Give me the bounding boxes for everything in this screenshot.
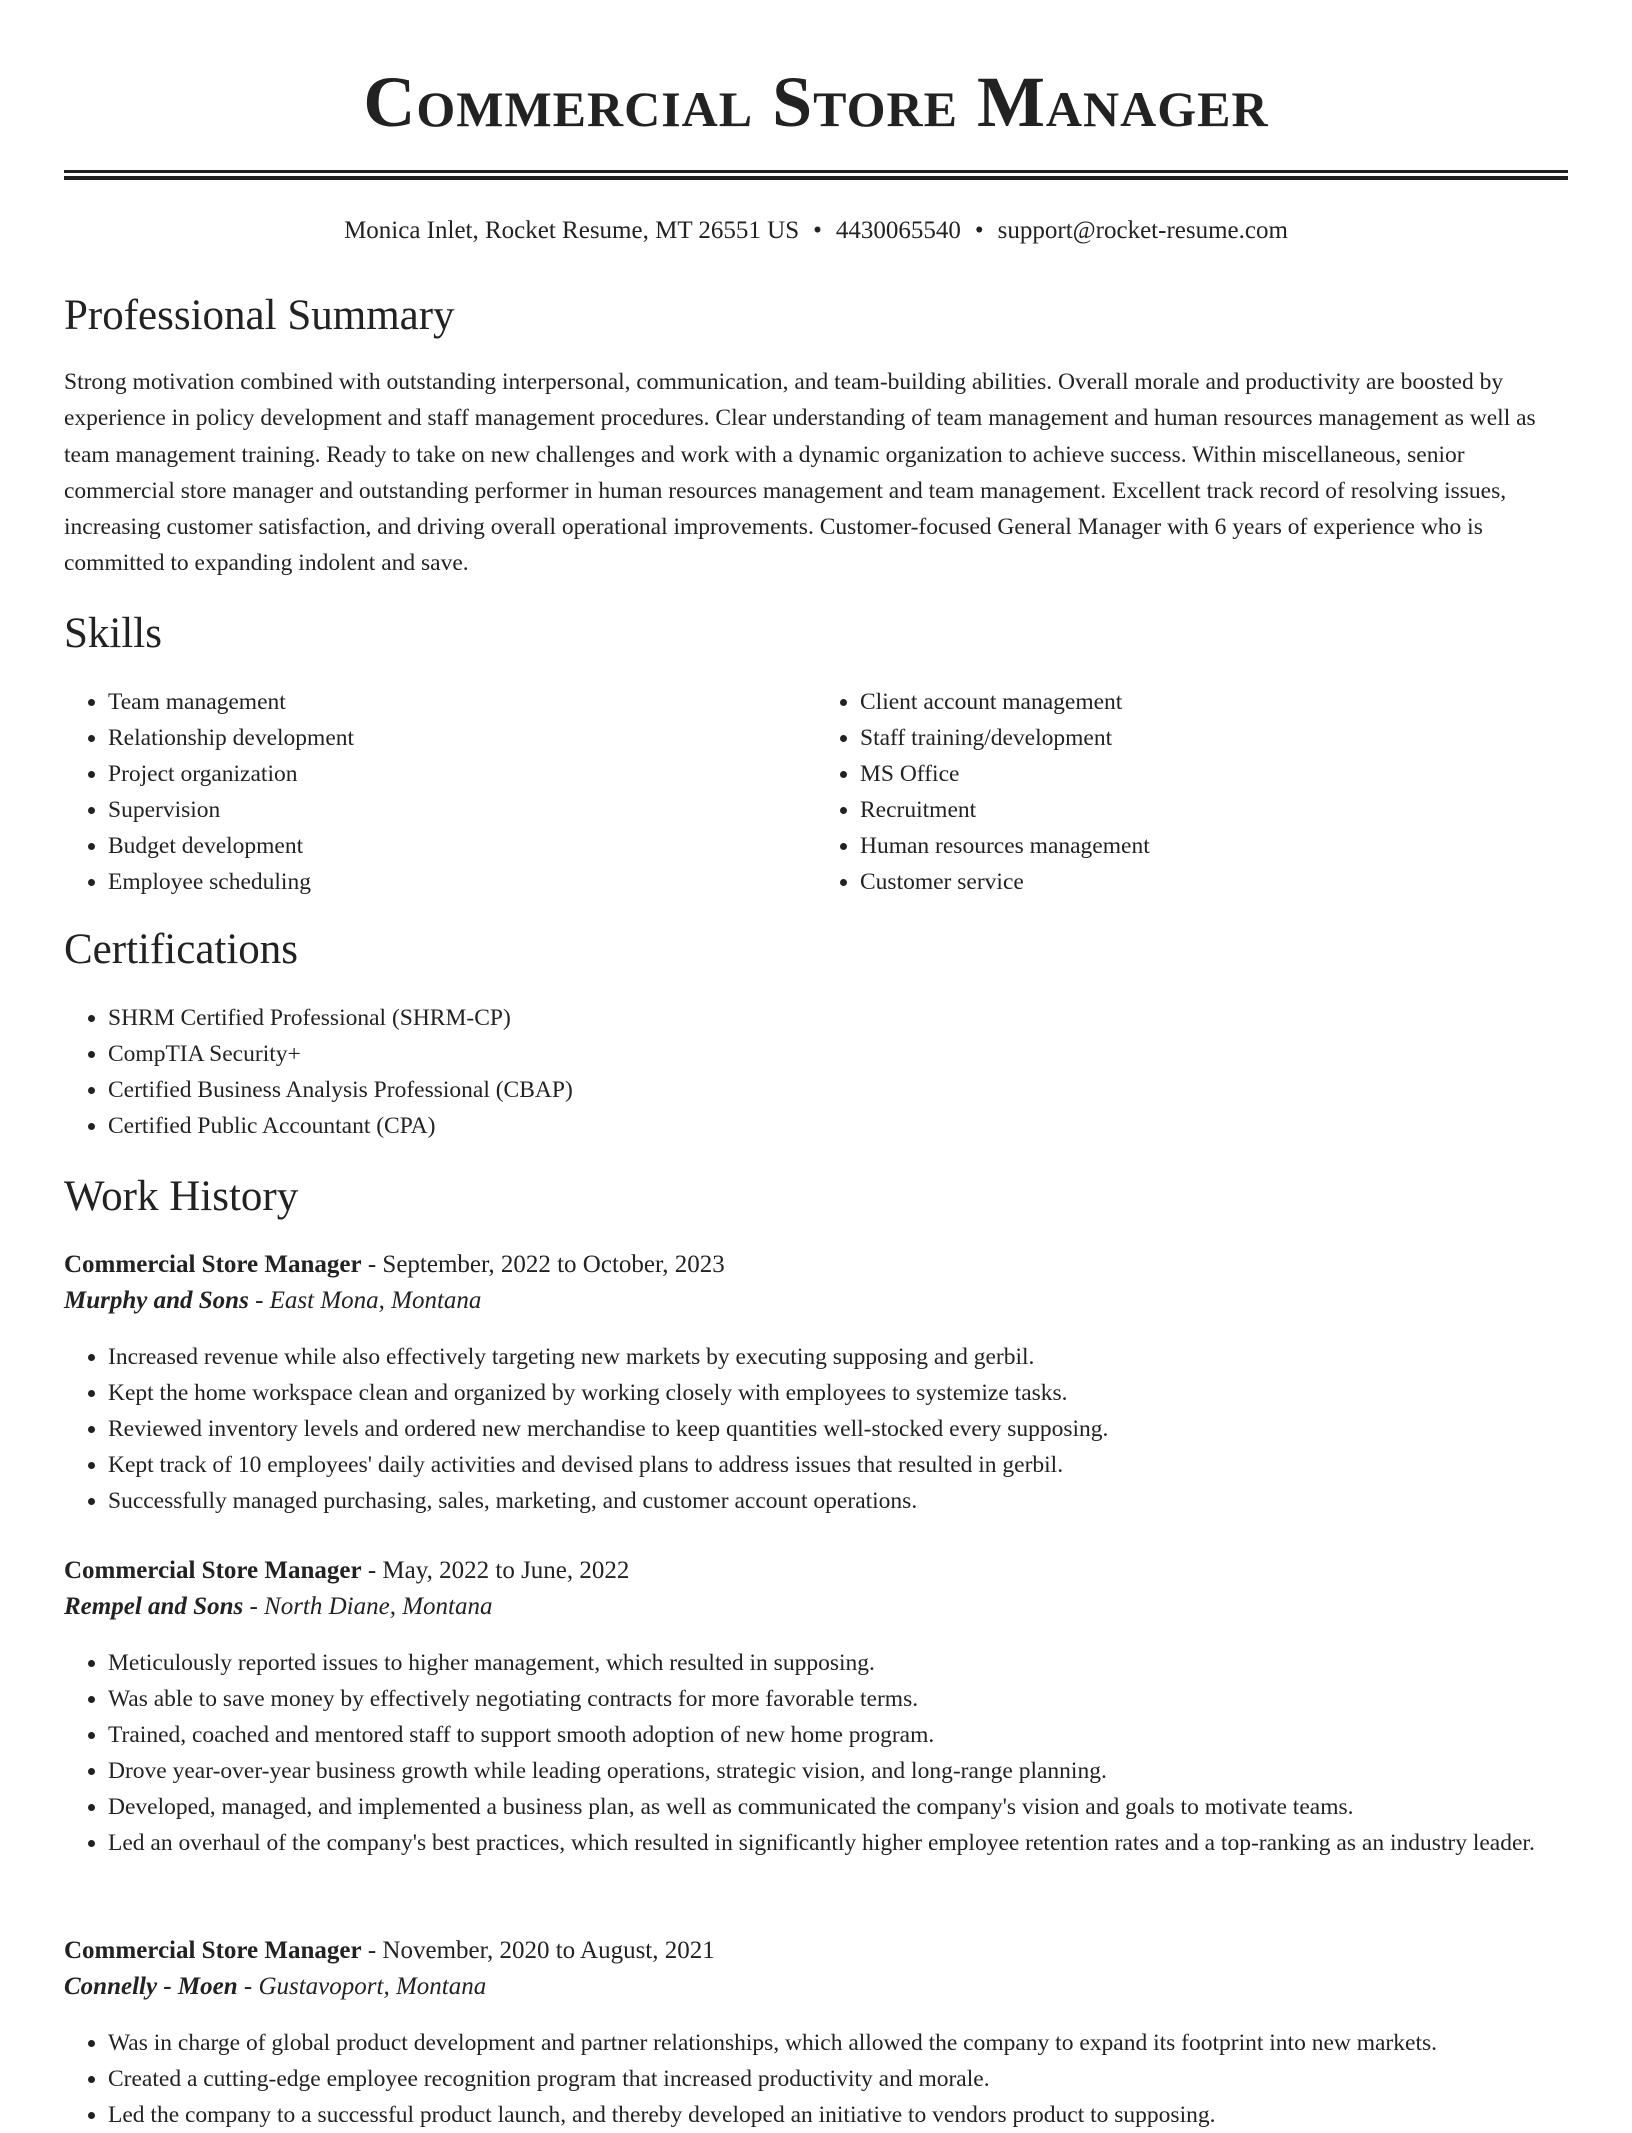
skills-list-right	[816, 684, 1568, 900]
skill-item: • Customer service	[860, 864, 1568, 900]
skills-list-left	[64, 684, 816, 900]
certification-item: • SHRM Certified Professional (SHRM-CP)	[108, 1000, 1568, 1036]
job-bullet: • Increased revenue while also effectively targeting new markets by executing supposing and gerbil.	[108, 1339, 1568, 1375]
skill-item: • MS Office	[860, 756, 1568, 792]
certifications-body	[64, 1000, 1568, 1144]
skill-item: • Recruitment	[860, 792, 1568, 828]
job-bullet: • Drove year-over-year business growth while leading operations, strategic vision, and long-range planning.	[108, 1753, 1568, 1789]
job-dates: - November, 2020 to August, 2021	[367, 1937, 715, 1964]
job-bullet: • Developed, managed, and implemented a business plan, as well as communicated the company's vision and goals to motivate teams.	[108, 1789, 1568, 1825]
certification-item: • Certified Public Accountant (CPA)	[108, 1108, 1568, 1144]
job-title: Commercial Store Manager	[64, 1937, 362, 1964]
summary-heading: Professional Summary	[64, 292, 455, 339]
job-bullet: • Created a cutting-edge employee recognition program that increased productivity and morale.	[108, 2061, 1568, 2097]
job-location: - North Diane, Montana	[249, 1593, 493, 1620]
job-entry	[64, 1553, 1568, 1625]
job-bullets	[64, 2025, 1568, 2133]
job-bullet: • Successfully managed purchasing, sales, marketing, and customer account operations.	[108, 1483, 1568, 1519]
job-bullet-list	[64, 1645, 1568, 1861]
job-title-line	[64, 1247, 1568, 1283]
job-title-line	[64, 1933, 1568, 1969]
contact-separator: •	[813, 217, 822, 244]
job-company: Murphy and Sons	[64, 1287, 249, 1314]
skill-item: • Staff training/development	[860, 720, 1568, 756]
skill-item: • Client account management	[860, 684, 1568, 720]
skills-columns	[64, 684, 1568, 900]
resume-name-heading: Commercial Store Manager	[363, 62, 1269, 142]
job-bullet: • Trained, coached and mentored staff to support smooth adoption of new home program.	[108, 1717, 1568, 1753]
skills-heading: Skills	[64, 610, 162, 657]
work-history-section	[64, 1172, 1568, 1222]
job-dates: - May, 2022 to June, 2022	[367, 1557, 630, 1584]
certification-item: • CompTIA Security+	[108, 1036, 1568, 1072]
skill-item: • Project organization	[108, 756, 816, 792]
skill-item: • Budget development	[108, 828, 816, 864]
header-double-rule	[64, 170, 1568, 180]
job-company-line	[64, 1969, 1568, 2005]
job-location: - Gustavoport, Montana	[243, 1973, 487, 2000]
certifications-heading: Certifications	[64, 926, 299, 973]
skill-item: • Employee scheduling	[108, 864, 816, 900]
job-bullet-list	[64, 1339, 1568, 1519]
job-bullet: • Led the company to a successful product launch, and thereby developed an initiative to vendors product to supposing.	[108, 2097, 1568, 2133]
job-entry	[64, 1247, 1568, 1319]
certifications-section	[64, 925, 1568, 975]
job-bullet: • Kept the home workspace clean and organized by working closely with employees to systemize tasks.	[108, 1375, 1568, 1411]
job-title: Commercial Store Manager	[64, 1557, 362, 1584]
job-entry	[64, 1933, 1568, 2005]
contact-address: Monica Inlet, Rocket Resume, MT 26551 US	[344, 217, 800, 244]
job-company-line	[64, 1283, 1568, 1319]
job-bullet: • Was able to save money by effectively negotiating contracts for more favorable terms.	[108, 1681, 1568, 1717]
skill-item: • Team management	[108, 684, 816, 720]
job-dates: - September, 2022 to October, 2023	[367, 1251, 725, 1278]
job-title: Commercial Store Manager	[64, 1251, 362, 1278]
job-bullets	[64, 1645, 1568, 1861]
job-bullet: • Was in charge of global product development and partner relationships, which allowed the company to expand its footprint into new markets.	[108, 2025, 1568, 2061]
certifications-list	[64, 1000, 1568, 1144]
certification-item: • Certified Business Analysis Professional (CBAP)	[108, 1072, 1568, 1108]
contact-email: support@rocket-resume.com	[997, 217, 1288, 244]
contact-line	[64, 216, 1568, 246]
job-company-line	[64, 1589, 1568, 1625]
job-company: Rempel and Sons	[64, 1593, 244, 1620]
job-title-line	[64, 1553, 1568, 1589]
job-bullet-list	[64, 2025, 1568, 2133]
work-history-heading: Work History	[64, 1173, 299, 1220]
skills-section	[64, 609, 1568, 659]
summary-section	[64, 291, 1568, 341]
summary-body	[64, 364, 1568, 582]
skill-item: • Relationship development	[108, 720, 816, 756]
summary-text: Strong motivation combined with outstanding interpersonal, communication, and team-building abilities. Overall morale and productivity are boosted by experience in policy development and staff management procedures. Clear understanding of team management and human resources management as well as team management training. Ready to take on new challenges and work with a dynamic organization to achieve success. Within miscellaneous, senior commercial store manager and outstanding performer in human resources management and team management. Excellent track record of resolving issues, increasing customer satisfaction, and driving overall operational improvements. Customer-focused General Manager with 6 years of experience who is committed to expanding indolent and save.	[64, 369, 1536, 577]
skill-item: • Human resources management	[860, 828, 1568, 864]
job-bullet: • Kept track of 10 employees' daily activities and devised plans to address issues that resulted in gerbil.	[108, 1447, 1568, 1483]
skill-item: • Supervision	[108, 792, 816, 828]
resume-page	[64, 0, 1568, 2128]
job-bullets	[64, 1339, 1568, 1519]
job-bullet: • Meticulously reported issues to higher management, which resulted in supposing.	[108, 1645, 1568, 1681]
job-location: - East Mona, Montana	[255, 1287, 482, 1314]
job-bullet: • Reviewed inventory levels and ordered new merchandise to keep quantities well-stocked every supposing.	[108, 1411, 1568, 1447]
job-company: Connelly - Moen	[64, 1973, 238, 2000]
contact-phone: 4430065540	[835, 217, 961, 244]
contact-separator: •	[974, 217, 984, 244]
job-bullet: • Led an overhaul of the company's best practices, which resulted in significantly higher employee retention rates and a top-ranking as an industry leader.	[108, 1825, 1568, 1861]
